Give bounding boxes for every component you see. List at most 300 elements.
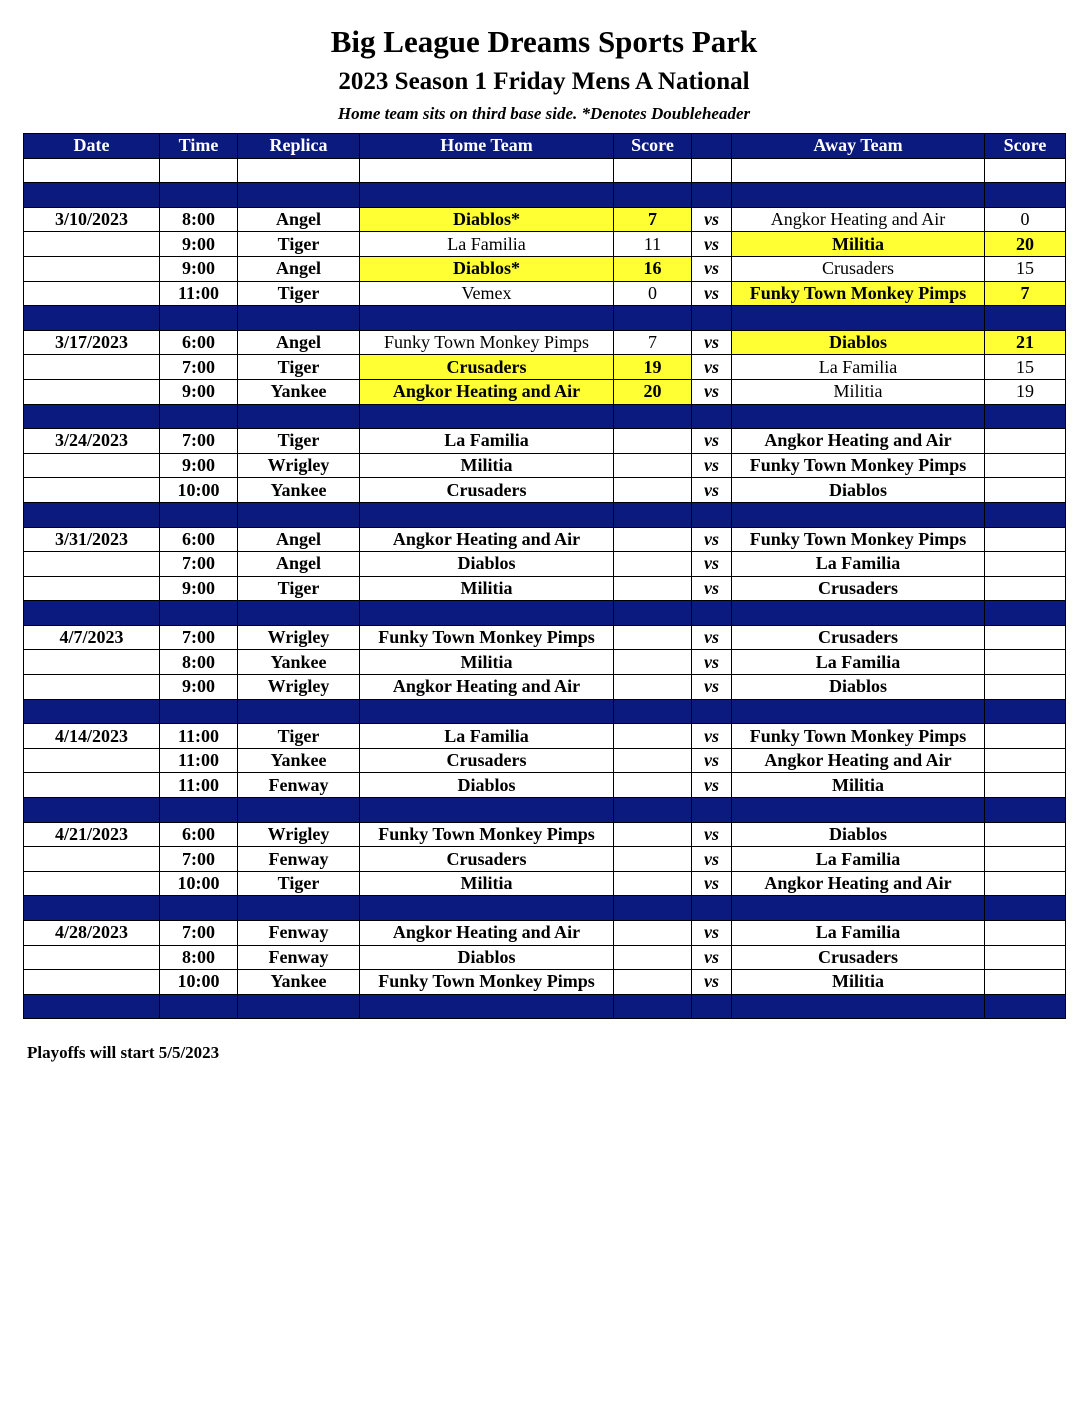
- away-score-cell: [985, 675, 1066, 700]
- time-cell: 9:00: [160, 232, 238, 257]
- separator-cell: [692, 183, 732, 208]
- separator-cell: [692, 306, 732, 331]
- schedule-table: [23, 133, 1066, 1019]
- away-score-cell: 21: [985, 330, 1066, 355]
- away-score-cell: [985, 945, 1066, 970]
- separator-cell: [985, 994, 1066, 1019]
- away-score-cell: 15: [985, 355, 1066, 380]
- time-cell: 11:00: [160, 773, 238, 798]
- away-score-cell: [985, 921, 1066, 946]
- blank-cell: [985, 158, 1066, 183]
- table-row: [24, 453, 1066, 478]
- separator-cell: [360, 896, 614, 921]
- date-cell: [24, 675, 160, 700]
- away-team-cell: Funky Town Monkey Pimps: [732, 527, 985, 552]
- separator-cell: [732, 798, 985, 823]
- away-team-cell: Diablos: [732, 822, 985, 847]
- date-cell: 3/31/2023: [24, 527, 160, 552]
- replica-cell: Angel: [238, 256, 360, 281]
- time-cell: 7:00: [160, 552, 238, 577]
- home-score-cell: 20: [614, 379, 692, 404]
- separator-row: [24, 306, 1066, 331]
- table-row: [24, 970, 1066, 995]
- separator-cell: [614, 183, 692, 208]
- vs-cell: vs: [692, 847, 732, 872]
- page-title: Big League Dreams Sports Park: [330, 24, 758, 59]
- date-cell: [24, 945, 160, 970]
- away-team-cell: Funky Town Monkey Pimps: [732, 724, 985, 749]
- away-score-cell: 19: [985, 379, 1066, 404]
- replica-cell: Tiger: [238, 281, 360, 306]
- vs-cell: vs: [692, 921, 732, 946]
- separator-cell: [692, 798, 732, 823]
- replica-cell: Fenway: [238, 773, 360, 798]
- schedule-body: [24, 158, 1066, 1019]
- home-score-cell: [614, 945, 692, 970]
- separator-cell: [160, 183, 238, 208]
- separator-cell: [360, 306, 614, 331]
- col-header-date: Date: [24, 134, 160, 159]
- home-score-cell: [614, 552, 692, 577]
- away-score-cell: [985, 822, 1066, 847]
- away-team-cell: Crusaders: [732, 625, 985, 650]
- time-cell: 7:00: [160, 429, 238, 454]
- blank-cell: [24, 158, 160, 183]
- home-team-cell: Crusaders: [360, 478, 614, 503]
- time-cell: 8:00: [160, 945, 238, 970]
- separator-cell: [24, 183, 160, 208]
- table-header-row: [24, 134, 1066, 159]
- time-cell: 7:00: [160, 921, 238, 946]
- separator-cell: [985, 798, 1066, 823]
- home-team-cell: Militia: [360, 576, 614, 601]
- separator-row: [24, 798, 1066, 823]
- time-cell: 11:00: [160, 724, 238, 749]
- away-team-cell: Angkor Heating and Air: [732, 748, 985, 773]
- date-cell: 4/14/2023: [24, 724, 160, 749]
- away-score-cell: [985, 552, 1066, 577]
- home-team-cell: Diablos: [360, 773, 614, 798]
- home-team-cell: Diablos: [360, 552, 614, 577]
- separator-cell: [238, 896, 360, 921]
- vs-cell: vs: [692, 232, 732, 257]
- separator-cell: [614, 896, 692, 921]
- away-team-cell: Militia: [732, 970, 985, 995]
- away-score-cell: 0: [985, 207, 1066, 232]
- away-score-cell: [985, 625, 1066, 650]
- separator-cell: [24, 896, 160, 921]
- date-cell: [24, 576, 160, 601]
- col-header-replica: Replica: [238, 134, 360, 159]
- vs-cell: vs: [692, 330, 732, 355]
- replica-cell: Yankee: [238, 478, 360, 503]
- table-row: [24, 921, 1066, 946]
- home-team-cell: Funky Town Monkey Pimps: [360, 822, 614, 847]
- home-score-cell: [614, 527, 692, 552]
- separator-cell: [238, 404, 360, 429]
- date-cell: 3/24/2023: [24, 429, 160, 454]
- away-team-cell: Diablos: [732, 675, 985, 700]
- time-cell: 6:00: [160, 822, 238, 847]
- away-score-cell: [985, 724, 1066, 749]
- separator-cell: [24, 404, 160, 429]
- away-score-cell: 7: [985, 281, 1066, 306]
- replica-cell: Yankee: [238, 650, 360, 675]
- separator-cell: [24, 994, 160, 1019]
- separator-cell: [692, 601, 732, 626]
- vs-cell: vs: [692, 478, 732, 503]
- vs-cell: vs: [692, 256, 732, 281]
- home-team-cell: Diablos*: [360, 256, 614, 281]
- away-score-cell: [985, 429, 1066, 454]
- time-cell: 9:00: [160, 576, 238, 601]
- home-score-cell: 19: [614, 355, 692, 380]
- away-score-cell: [985, 748, 1066, 773]
- vs-cell: vs: [692, 724, 732, 749]
- home-score-cell: [614, 478, 692, 503]
- time-cell: 7:00: [160, 625, 238, 650]
- away-team-cell: Angkor Heating and Air: [732, 207, 985, 232]
- time-cell: 8:00: [160, 207, 238, 232]
- table-row: [24, 945, 1066, 970]
- separator-cell: [160, 896, 238, 921]
- away-team-cell: La Familia: [732, 650, 985, 675]
- vs-cell: vs: [692, 871, 732, 896]
- home-team-cell: Angkor Heating and Air: [360, 379, 614, 404]
- separator-row: [24, 699, 1066, 724]
- home-team-cell: Diablos*: [360, 207, 614, 232]
- col-header-away-score: Score: [985, 134, 1066, 159]
- home-score-cell: [614, 429, 692, 454]
- separator-cell: [160, 994, 238, 1019]
- away-team-cell: Funky Town Monkey Pimps: [732, 281, 985, 306]
- home-team-cell: Militia: [360, 453, 614, 478]
- replica-cell: Yankee: [238, 748, 360, 773]
- away-team-cell: Crusaders: [732, 576, 985, 601]
- replica-cell: Wrigley: [238, 453, 360, 478]
- away-score-cell: [985, 650, 1066, 675]
- separator-cell: [732, 994, 985, 1019]
- replica-cell: Fenway: [238, 945, 360, 970]
- vs-cell: vs: [692, 453, 732, 478]
- home-team-cell: Crusaders: [360, 847, 614, 872]
- separator-cell: [360, 699, 614, 724]
- date-cell: [24, 453, 160, 478]
- separator-cell: [160, 601, 238, 626]
- vs-cell: vs: [692, 576, 732, 601]
- away-team-cell: Funky Town Monkey Pimps: [732, 453, 985, 478]
- vs-cell: vs: [692, 945, 732, 970]
- page-subtitle: 2023 Season 1 Friday Mens A National: [338, 68, 750, 95]
- separator-cell: [732, 306, 985, 331]
- separator-cell: [24, 798, 160, 823]
- replica-cell: Angel: [238, 207, 360, 232]
- separator-row: [24, 601, 1066, 626]
- away-team-cell: Angkor Heating and Air: [732, 871, 985, 896]
- date-cell: [24, 847, 160, 872]
- blank-cell: [160, 158, 238, 183]
- away-team-cell: Crusaders: [732, 945, 985, 970]
- schedule-note: Home team sits on third base side. *Denotes Doubleheader: [337, 104, 751, 123]
- blank-cell: [360, 158, 614, 183]
- home-score-cell: [614, 847, 692, 872]
- separator-cell: [732, 502, 985, 527]
- away-score-cell: [985, 970, 1066, 995]
- time-cell: 10:00: [160, 970, 238, 995]
- home-score-cell: [614, 921, 692, 946]
- separator-cell: [732, 896, 985, 921]
- separator-row: [24, 404, 1066, 429]
- separator-cell: [238, 994, 360, 1019]
- separator-cell: [692, 994, 732, 1019]
- separator-cell: [238, 601, 360, 626]
- date-cell: 4/21/2023: [24, 822, 160, 847]
- date-cell: [24, 650, 160, 675]
- table-row: [24, 748, 1066, 773]
- separator-cell: [360, 994, 614, 1019]
- table-row: [24, 478, 1066, 503]
- separator-row: [24, 502, 1066, 527]
- time-cell: 10:00: [160, 478, 238, 503]
- separator-cell: [692, 502, 732, 527]
- time-cell: 6:00: [160, 527, 238, 552]
- replica-cell: Wrigley: [238, 675, 360, 700]
- vs-cell: vs: [692, 650, 732, 675]
- date-cell: [24, 355, 160, 380]
- date-cell: 4/28/2023: [24, 921, 160, 946]
- table-row: [24, 552, 1066, 577]
- replica-cell: Tiger: [238, 871, 360, 896]
- vs-cell: vs: [692, 379, 732, 404]
- away-team-cell: Militia: [732, 379, 985, 404]
- home-score-cell: [614, 822, 692, 847]
- separator-cell: [614, 994, 692, 1019]
- table-row: [24, 675, 1066, 700]
- replica-cell: Tiger: [238, 724, 360, 749]
- table-row: [24, 847, 1066, 872]
- vs-cell: vs: [692, 675, 732, 700]
- away-score-cell: 15: [985, 256, 1066, 281]
- replica-cell: Yankee: [238, 970, 360, 995]
- home-team-cell: Diablos: [360, 945, 614, 970]
- date-cell: [24, 773, 160, 798]
- home-team-cell: Crusaders: [360, 355, 614, 380]
- separator-cell: [985, 896, 1066, 921]
- date-cell: 3/10/2023: [24, 207, 160, 232]
- separator-cell: [238, 502, 360, 527]
- away-score-cell: [985, 453, 1066, 478]
- replica-cell: Tiger: [238, 576, 360, 601]
- separator-cell: [732, 601, 985, 626]
- home-score-cell: [614, 675, 692, 700]
- table-row: [24, 871, 1066, 896]
- away-team-cell: La Familia: [732, 921, 985, 946]
- home-team-cell: Funky Town Monkey Pimps: [360, 625, 614, 650]
- separator-cell: [692, 896, 732, 921]
- blank-cell: [692, 158, 732, 183]
- separator-cell: [614, 699, 692, 724]
- replica-cell: Wrigley: [238, 625, 360, 650]
- table-row: [24, 207, 1066, 232]
- blank-cell: [238, 158, 360, 183]
- separator-cell: [24, 502, 160, 527]
- home-score-cell: [614, 724, 692, 749]
- time-cell: 10:00: [160, 871, 238, 896]
- separator-cell: [985, 601, 1066, 626]
- table-row: [24, 724, 1066, 749]
- separator-cell: [160, 404, 238, 429]
- col-header-home-score: Score: [614, 134, 692, 159]
- time-cell: 9:00: [160, 675, 238, 700]
- time-cell: 7:00: [160, 847, 238, 872]
- vs-cell: vs: [692, 281, 732, 306]
- playoffs-note: Playoffs will start 5/5/2023: [27, 1043, 220, 1062]
- date-cell: [24, 552, 160, 577]
- home-score-cell: [614, 871, 692, 896]
- replica-cell: Angel: [238, 330, 360, 355]
- home-team-cell: Militia: [360, 871, 614, 896]
- table-row: [24, 281, 1066, 306]
- table-row: [24, 232, 1066, 257]
- home-score-cell: [614, 773, 692, 798]
- away-team-cell: La Familia: [732, 355, 985, 380]
- date-cell: [24, 281, 160, 306]
- home-score-cell: [614, 576, 692, 601]
- vs-cell: vs: [692, 429, 732, 454]
- separator-cell: [238, 798, 360, 823]
- away-team-cell: Militia: [732, 232, 985, 257]
- home-score-cell: 11: [614, 232, 692, 257]
- away-team-cell: Angkor Heating and Air: [732, 429, 985, 454]
- vs-cell: vs: [692, 625, 732, 650]
- replica-cell: Tiger: [238, 232, 360, 257]
- blank-cell: [614, 158, 692, 183]
- separator-cell: [732, 404, 985, 429]
- time-cell: 9:00: [160, 453, 238, 478]
- separator-cell: [360, 183, 614, 208]
- separator-cell: [238, 306, 360, 331]
- replica-cell: Fenway: [238, 921, 360, 946]
- away-team-cell: Crusaders: [732, 256, 985, 281]
- separator-cell: [614, 306, 692, 331]
- table-row: [24, 355, 1066, 380]
- replica-cell: Wrigley: [238, 822, 360, 847]
- separator-cell: [732, 699, 985, 724]
- separator-cell: [614, 404, 692, 429]
- home-score-cell: 7: [614, 207, 692, 232]
- away-team-cell: Militia: [732, 773, 985, 798]
- table-row: [24, 256, 1066, 281]
- date-cell: [24, 256, 160, 281]
- separator-cell: [24, 601, 160, 626]
- separator-row: [24, 183, 1066, 208]
- home-team-cell: Vemex: [360, 281, 614, 306]
- time-cell: 9:00: [160, 379, 238, 404]
- date-cell: [24, 478, 160, 503]
- vs-cell: vs: [692, 970, 732, 995]
- time-cell: 6:00: [160, 330, 238, 355]
- vs-cell: vs: [692, 552, 732, 577]
- date-cell: 3/17/2023: [24, 330, 160, 355]
- home-score-cell: 0: [614, 281, 692, 306]
- separator-cell: [614, 798, 692, 823]
- home-team-cell: La Familia: [360, 232, 614, 257]
- replica-cell: Tiger: [238, 355, 360, 380]
- separator-row: [24, 994, 1066, 1019]
- home-score-cell: [614, 453, 692, 478]
- separator-cell: [238, 699, 360, 724]
- home-score-cell: [614, 970, 692, 995]
- replica-cell: Angel: [238, 552, 360, 577]
- home-score-cell: [614, 650, 692, 675]
- home-team-cell: Funky Town Monkey Pimps: [360, 970, 614, 995]
- time-cell: 8:00: [160, 650, 238, 675]
- away-score-cell: 20: [985, 232, 1066, 257]
- home-score-cell: [614, 748, 692, 773]
- away-score-cell: [985, 527, 1066, 552]
- separator-cell: [160, 699, 238, 724]
- separator-row: [24, 896, 1066, 921]
- col-header-time: Time: [160, 134, 238, 159]
- date-cell: [24, 970, 160, 995]
- separator-cell: [614, 502, 692, 527]
- away-score-cell: [985, 576, 1066, 601]
- separator-cell: [160, 306, 238, 331]
- home-team-cell: Angkor Heating and Air: [360, 675, 614, 700]
- replica-cell: Fenway: [238, 847, 360, 872]
- home-score-cell: 7: [614, 330, 692, 355]
- home-team-cell: Militia: [360, 650, 614, 675]
- blank-cell: [732, 158, 985, 183]
- away-team-cell: Diablos: [732, 478, 985, 503]
- separator-cell: [360, 601, 614, 626]
- home-team-cell: La Familia: [360, 724, 614, 749]
- date-cell: [24, 871, 160, 896]
- away-score-cell: [985, 478, 1066, 503]
- separator-cell: [692, 404, 732, 429]
- separator-cell: [360, 502, 614, 527]
- separator-cell: [732, 183, 985, 208]
- time-cell: 9:00: [160, 256, 238, 281]
- replica-cell: Tiger: [238, 429, 360, 454]
- away-team-cell: La Familia: [732, 847, 985, 872]
- separator-cell: [24, 306, 160, 331]
- time-cell: 11:00: [160, 281, 238, 306]
- table-row: [24, 527, 1066, 552]
- table-row: [24, 650, 1066, 675]
- table-row: [24, 822, 1066, 847]
- vs-cell: vs: [692, 355, 732, 380]
- time-cell: 11:00: [160, 748, 238, 773]
- separator-cell: [360, 404, 614, 429]
- away-score-cell: [985, 847, 1066, 872]
- separator-cell: [985, 699, 1066, 724]
- table-row: [24, 330, 1066, 355]
- separator-cell: [985, 404, 1066, 429]
- col-header-away-team: Away Team: [732, 134, 985, 159]
- table-row: [24, 576, 1066, 601]
- separator-cell: [985, 502, 1066, 527]
- table-row: [24, 429, 1066, 454]
- vs-cell: vs: [692, 527, 732, 552]
- separator-cell: [24, 699, 160, 724]
- separator-cell: [614, 601, 692, 626]
- table-row: [24, 379, 1066, 404]
- home-score-cell: 16: [614, 256, 692, 281]
- separator-cell: [985, 183, 1066, 208]
- separator-cell: [692, 699, 732, 724]
- date-cell: 4/7/2023: [24, 625, 160, 650]
